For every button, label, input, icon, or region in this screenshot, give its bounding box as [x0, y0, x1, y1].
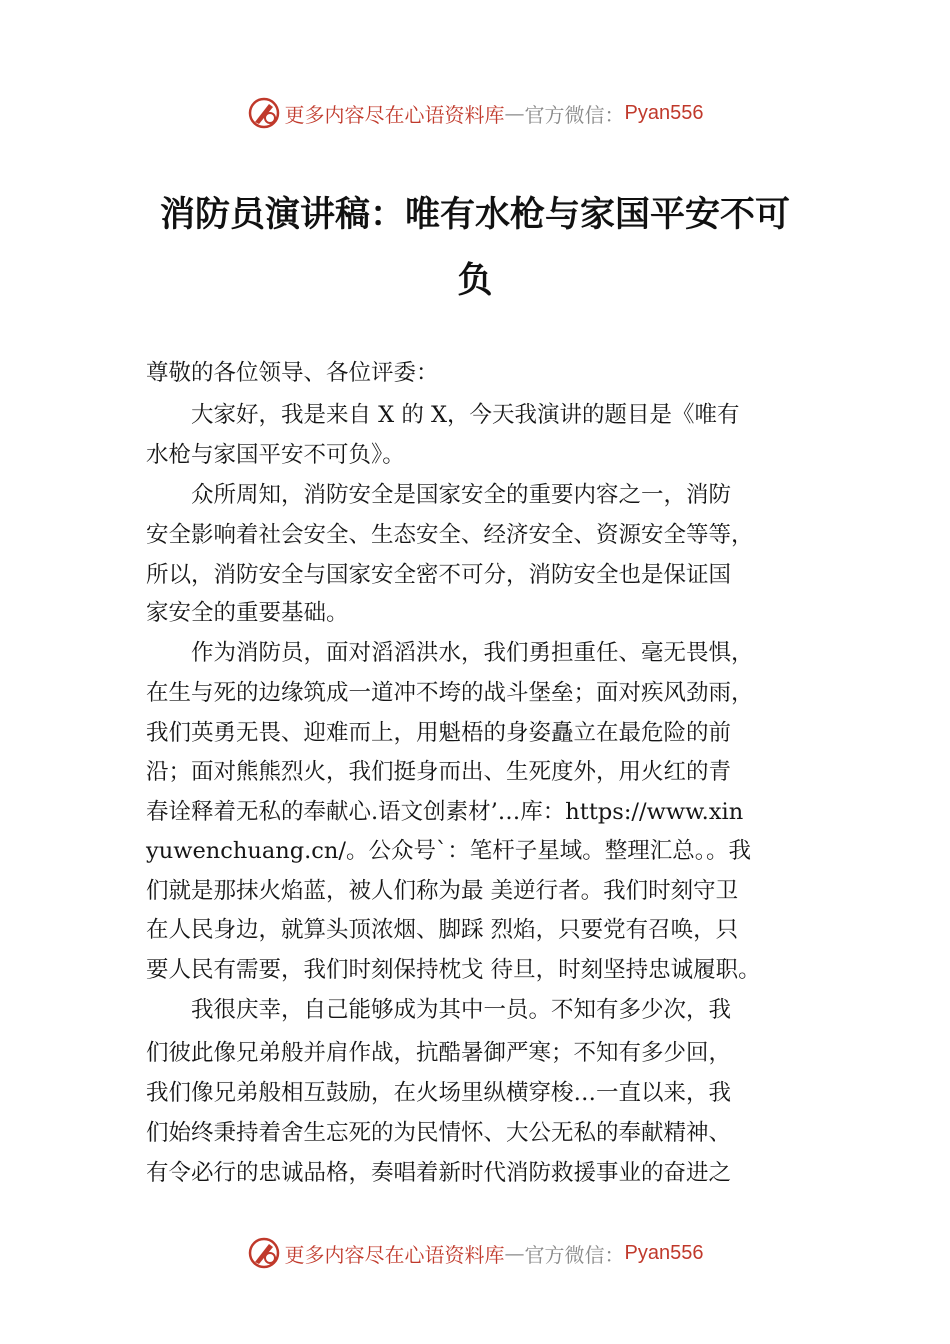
banner-wechat-id: Pyan556	[624, 1241, 704, 1264]
text-line: 尊敬的各位领导、各位评委：	[146, 360, 439, 386]
page-title: 消防员演讲稿：唯有水枪与家国平安不可	[159, 194, 790, 235]
text-line: 在生与死的边缘筑成一道冲不垮的战斗堡垒；面对疾风劲雨，	[146, 680, 754, 706]
text-line: 安全影响着社会安全、生态安全、经济安全、资源安全等等，	[146, 522, 754, 548]
text-line: 有令必行的忠诚品格，奏唱着新时代消防救援事业的奋进之	[146, 1160, 732, 1186]
text-line: 我们像兄弟般相互鼓励，在火场里纵横穿梭…一直以来，我	[146, 1080, 732, 1106]
banner-text: 更多内容尽在心语资料库	[284, 1242, 505, 1267]
banner-dash: —	[504, 101, 525, 125]
banner-text: 更多内容尽在心语资料库	[284, 102, 505, 127]
text-line: 们始终秉持着舍生忘死的为民情怀、大公无私的奉献精神、	[146, 1120, 732, 1146]
text-line: 所以，消防安全与国家安全密不可分，消防安全也是保证国	[146, 562, 732, 588]
text-line: 水枪与家国平安不可负》。	[146, 442, 405, 468]
text-line: yuwenchuang.cn/。公众号`：笔杆子星域。整理汇总。。我	[146, 838, 751, 864]
page-title-continued: 负	[457, 260, 493, 301]
logo-icon	[247, 96, 281, 130]
banner-wechat-label: 官方微信：	[524, 102, 625, 127]
text-line: 作为消防员，面对滔滔洪水，我们勇担重任、毫无畏惧，	[146, 640, 754, 666]
banner-dash: —	[504, 1241, 525, 1265]
banner-wechat-id: Pyan556	[624, 101, 704, 124]
header-banner	[0, 93, 950, 133]
text-line: 我们英勇无畏、迎难而上，用魁梧的身姿矗立在最危险的前	[146, 720, 732, 746]
text-line: 春诠释着无私的奉献心.语文创素材’…库：https://www.xin	[146, 799, 744, 825]
text-line: 众所周知，消防安全是国家安全的重要内容之一，消防	[146, 482, 732, 508]
text-line: 沿；面对熊熊烈火，我们挺身而出、生死度外，用火红的青	[146, 759, 732, 785]
logo-icon	[247, 1236, 281, 1270]
footer-banner	[0, 1233, 950, 1273]
text-line: 在人民身边，就算头顶浓烟、脚踩 烈焰，只要党有召唤，只	[146, 917, 739, 943]
text-line: 我很庆幸，自己能够成为其中一员。不知有多少次，我	[146, 997, 732, 1023]
text-line: 们彼此像兄弟般并肩作战，抗酷暑御严寒；不知有多少回，	[146, 1040, 732, 1066]
text-line: 家安全的重要基础。	[146, 600, 349, 626]
banner-wechat-label: 官方微信：	[524, 1242, 625, 1267]
text-line: 要人民有需要，我们时刻保持枕戈 待旦，时刻坚持忠诚履职。	[146, 957, 761, 983]
text-line: 大家好，我是来自 X 的 X，今天我演讲的题目是《唯有	[146, 402, 740, 428]
text-line: 们就是那抹火焰蓝，被人们称为最 美逆行者。我们时刻守卫	[146, 878, 739, 904]
